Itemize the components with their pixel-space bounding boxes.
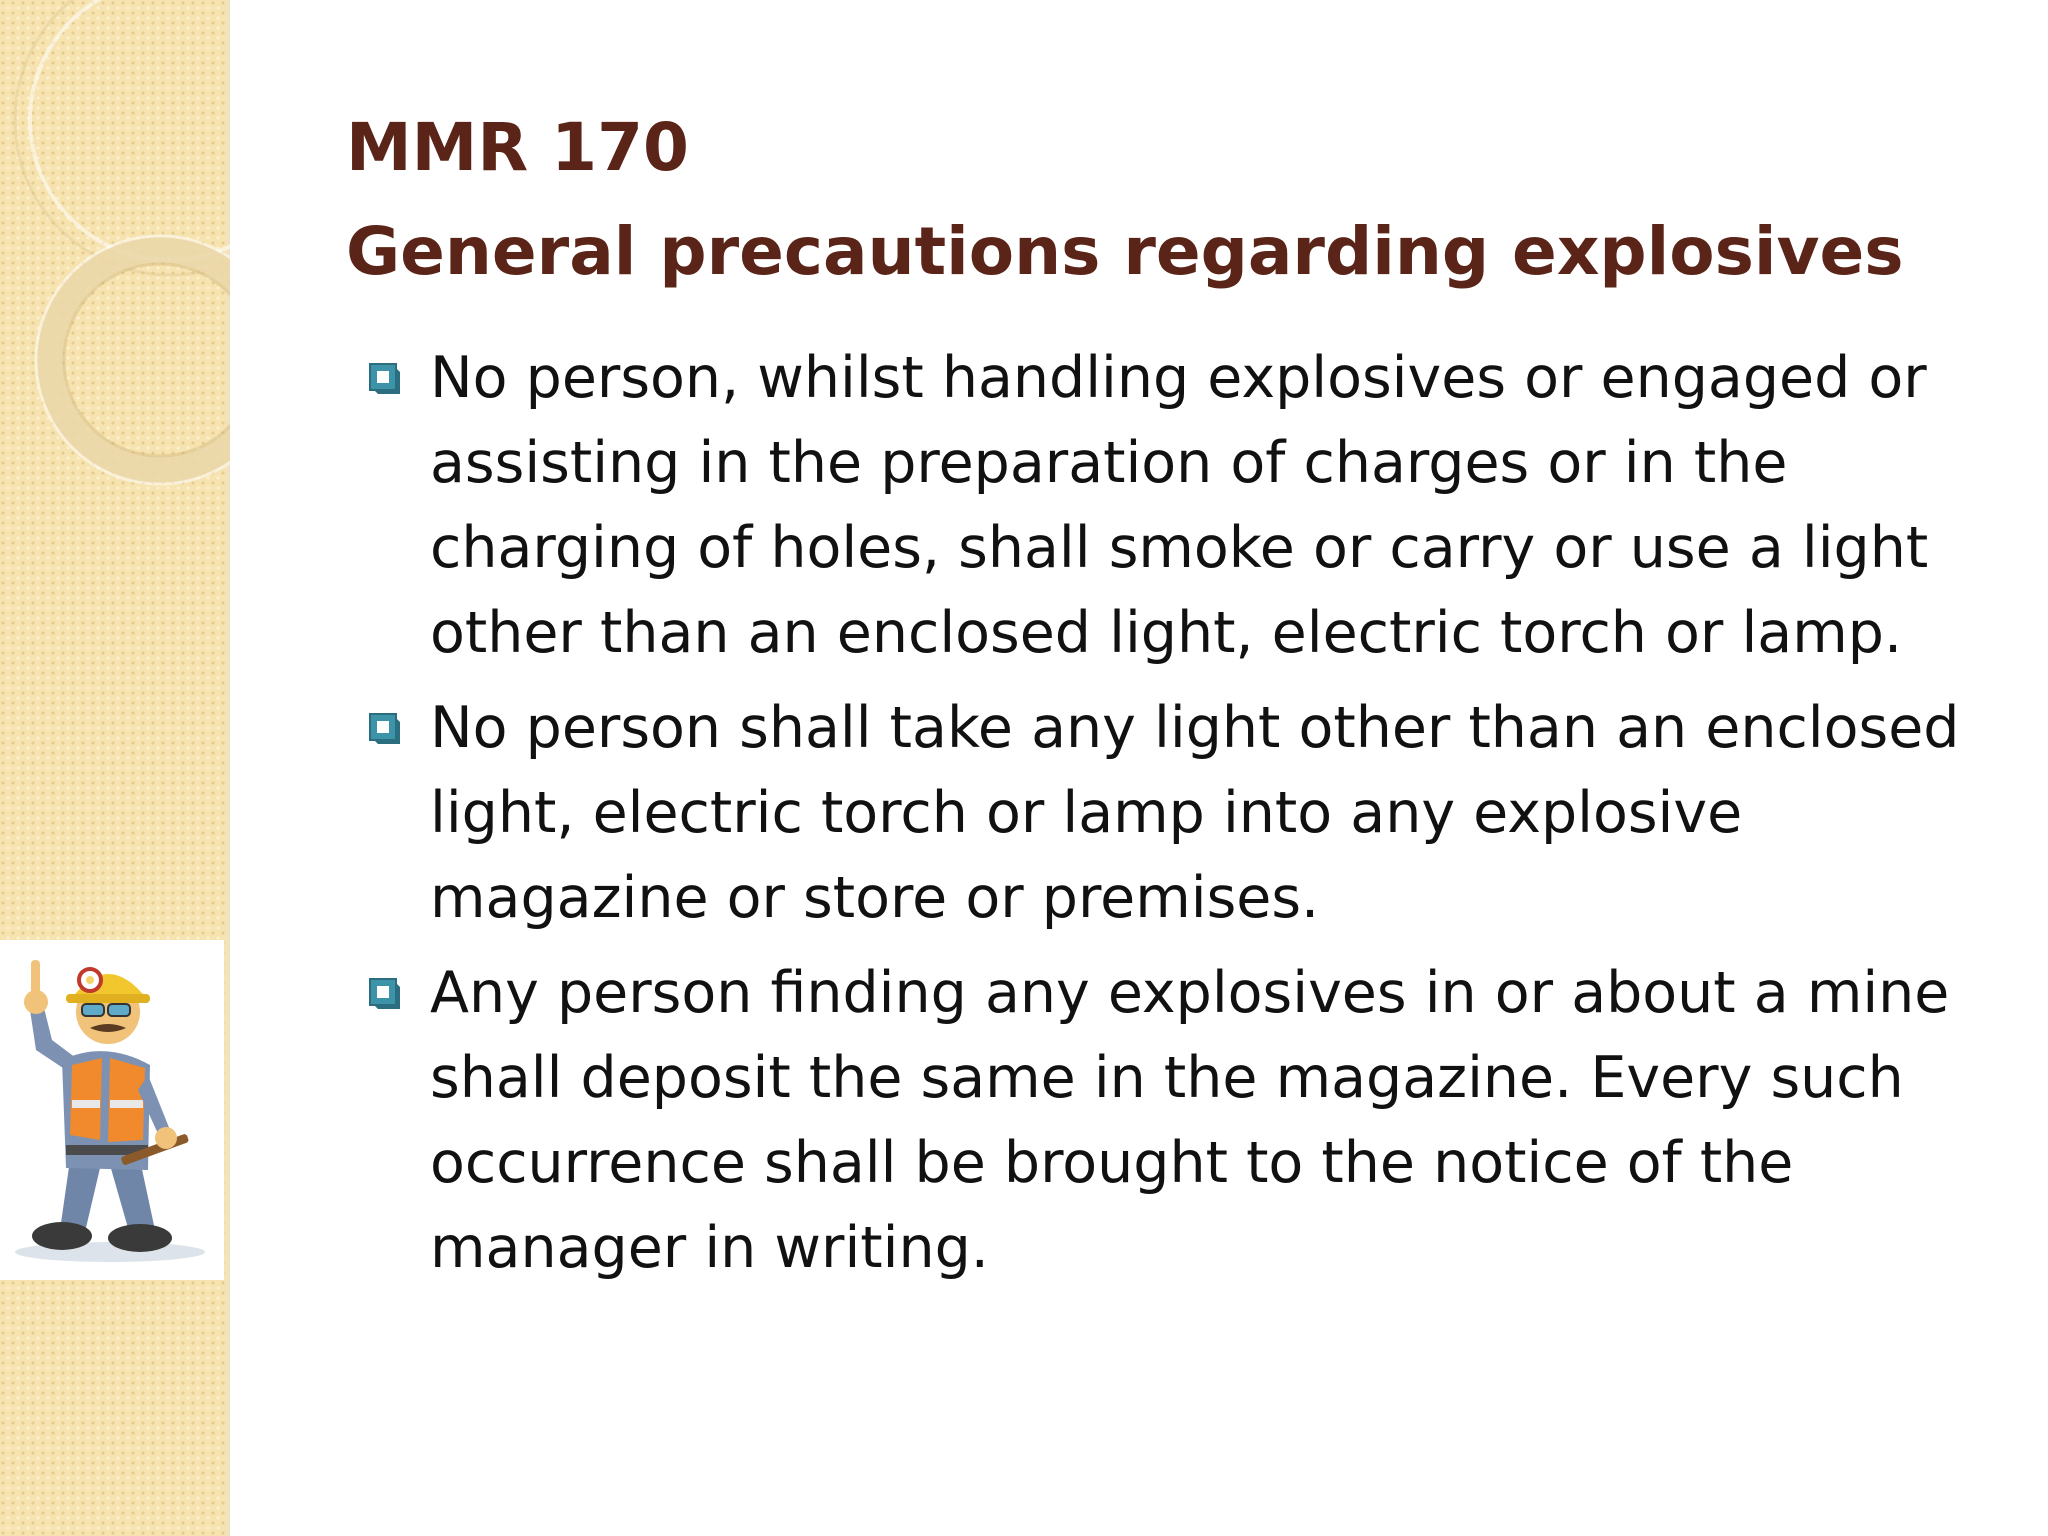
bullet-text-3: Any person finding any explosives in or about a mine shall deposit the same in the magazine. Every such occurrence shall be brought to the notice of the manager in writing. bbox=[430, 960, 1950, 1281]
bullet-item-3 bbox=[366, 951, 1986, 1291]
bullet-item-1 bbox=[366, 336, 1986, 676]
bullet-item-2 bbox=[366, 686, 1986, 941]
bullet-text-2: No person shall take any light other than an enclosed light, electric torch or lamp into any explosive magazine or store or premises. bbox=[430, 695, 1960, 931]
bullet-text-1: No person, whilst handling explosives or engaged or assisting in the preparation of charges or in the charging of holes, shall smoke or carry or use a light other than an enclosed light, electric torch or lamp. bbox=[430, 345, 1929, 666]
slide-title bbox=[346, 96, 1986, 304]
square-bullet-icon bbox=[368, 362, 402, 396]
title-line-heading: General precautions regarding explosives bbox=[346, 213, 1904, 290]
square-bullet-icon bbox=[368, 977, 402, 1011]
decorative-side-band bbox=[0, 0, 230, 1536]
square-bullet-icon bbox=[368, 712, 402, 746]
title-line-rule-number: MMR 170 bbox=[346, 109, 689, 186]
miner-illustration bbox=[0, 940, 224, 1280]
decorative-rings bbox=[0, 0, 230, 520]
bullet-list bbox=[366, 336, 1986, 1301]
